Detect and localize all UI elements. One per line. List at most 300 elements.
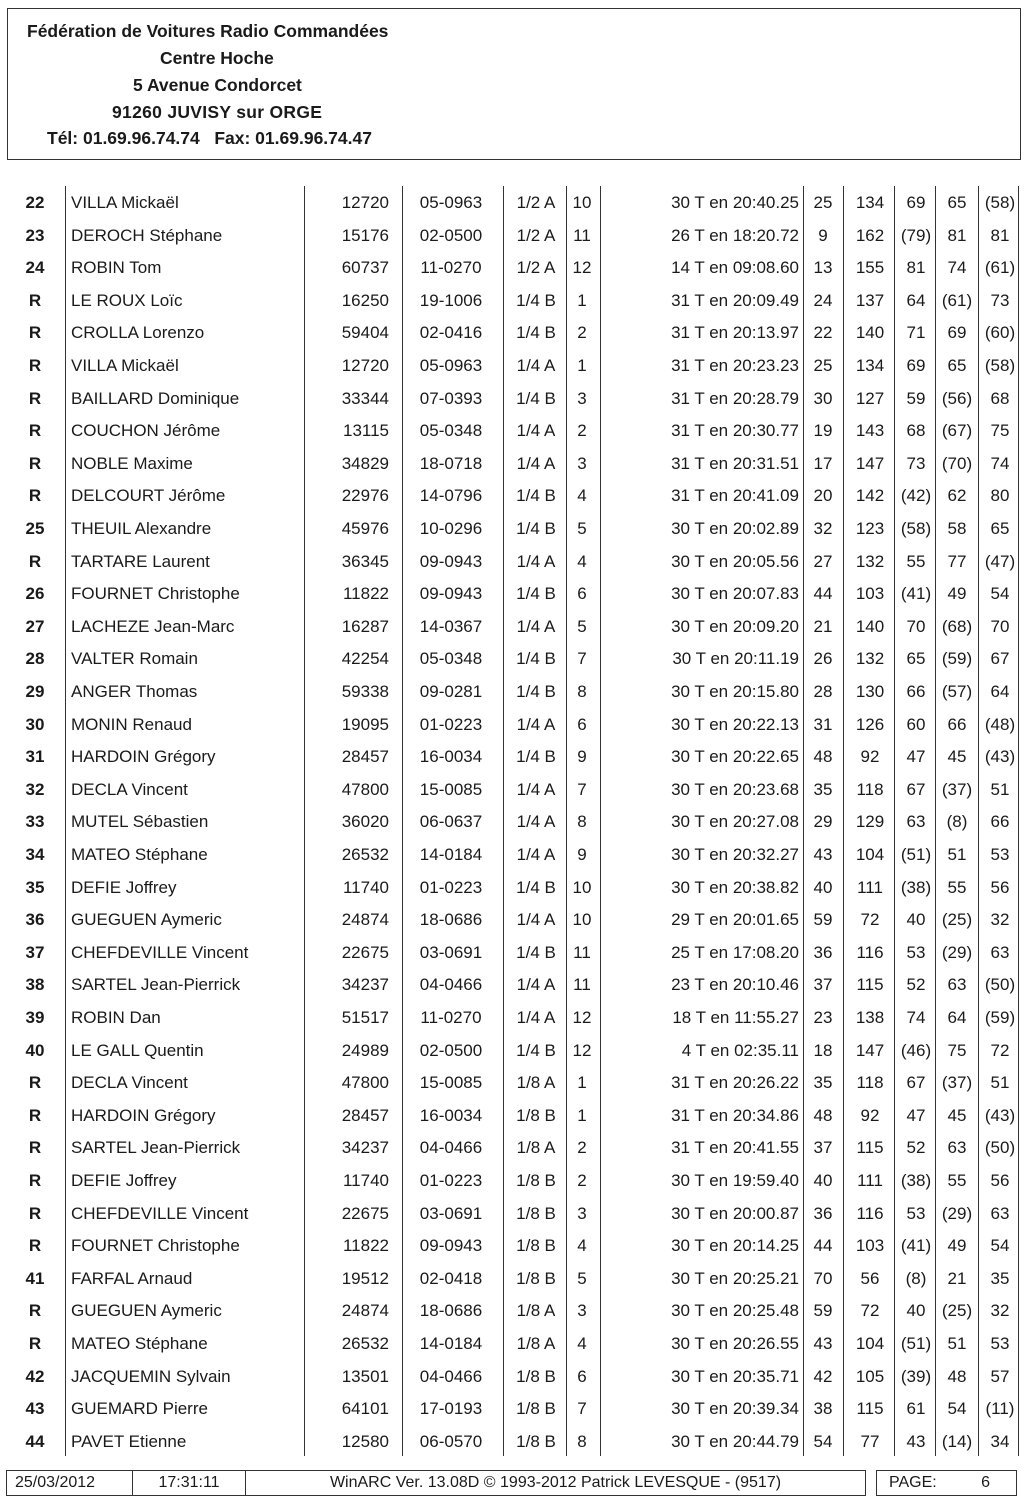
rank-cell: 27: [25, 616, 45, 636]
driver-number-cell: 59338: [341, 682, 389, 701]
driver-number-cell: 45976: [341, 519, 389, 538]
rank-cell: 29: [25, 682, 45, 701]
table-row: [7, 349, 1019, 382]
cell-c-cell: 73: [906, 453, 926, 473]
group-cell: 1/8 B: [516, 1236, 556, 1256]
license-cell: 05-0348: [419, 421, 483, 441]
driver-name-cell: COUCHON Jérôme: [71, 421, 221, 441]
group-cell: 1/8 A: [516, 1073, 556, 1093]
cell-d-cell: 63: [947, 975, 967, 995]
cell-c-cell: (38): [900, 1171, 932, 1190]
rank-cell: R: [28, 388, 42, 408]
cell-a-cell: 25: [813, 193, 833, 212]
cell-a-cell: 18: [813, 1040, 833, 1060]
license-cell: 05-0963: [419, 193, 483, 212]
cell-a-cell: 13: [813, 258, 833, 278]
group-position-cell: 2: [577, 323, 587, 343]
cell-e-cell: 32: [990, 1301, 1010, 1321]
group-position-cell: 11: [573, 942, 591, 962]
table-row: [7, 479, 1019, 512]
group-position-cell: 7: [577, 1399, 587, 1419]
rank-cell: 23: [25, 225, 45, 245]
driver-name-cell: BAILLARD Dominique: [71, 388, 240, 408]
cell-c-cell: 47: [906, 1105, 926, 1125]
cell-d-cell: (14): [941, 1431, 973, 1451]
result-laps-time-cell: 31 T en 20:41.09: [671, 486, 799, 506]
driver-number-cell: 22675: [341, 942, 389, 962]
table-row: [7, 251, 1019, 284]
result-laps-time-cell: 30 T en 20:32.27: [671, 845, 799, 864]
cell-a-cell: 32: [813, 519, 833, 538]
cell-a-cell: 42: [813, 1366, 833, 1386]
driver-number-cell: 13501: [341, 1366, 389, 1386]
cell-a-cell: 59: [813, 910, 833, 930]
table-row: [7, 1229, 1019, 1262]
cell-a-cell: 44: [813, 584, 833, 604]
group-cell: 1/4 B: [516, 290, 556, 310]
group-cell: 1/8 B: [516, 1171, 556, 1190]
group-position-cell: 8: [577, 682, 587, 701]
table-row: [7, 512, 1019, 545]
rank-cell: 39: [25, 1008, 45, 1027]
cell-e-cell: 54: [990, 1236, 1010, 1256]
license-cell: 14-0184: [419, 1334, 483, 1353]
footer-page: [876, 1470, 1017, 1496]
cell-a-cell: 23: [813, 1008, 833, 1027]
driver-name-cell: VILLA Mickaël: [71, 356, 179, 375]
license-cell: 18-0686: [419, 910, 483, 930]
cell-a-cell: 44: [813, 1236, 833, 1256]
cell-b-cell: 147: [855, 453, 885, 473]
group-cell: 1/8 B: [516, 1105, 556, 1125]
cell-b-cell: 104: [855, 845, 885, 864]
group-position-cell: 5: [577, 1268, 587, 1288]
driver-name-cell: FARFAL Arnaud: [71, 1268, 193, 1288]
license-cell: 04-0466: [419, 975, 483, 995]
rank-cell: R: [28, 1138, 42, 1158]
cell-e-cell: 70: [990, 616, 1010, 636]
group-position-cell: 1: [577, 1105, 587, 1125]
driver-name-cell: GUEMARD Pierre: [71, 1399, 208, 1419]
cell-e-cell: 74: [990, 453, 1010, 473]
group-cell: 1/4 A: [516, 453, 556, 473]
group-position-cell: 3: [577, 388, 587, 408]
table-row: [7, 740, 1019, 773]
table-row: [7, 447, 1019, 480]
cell-a-cell: 25: [813, 356, 833, 375]
license-cell: 02-0500: [419, 1040, 483, 1060]
driver-name-cell: CROLLA Lorenzo: [71, 323, 205, 343]
result-laps-time-cell: 30 T en 20:22.13: [671, 714, 799, 734]
driver-name-cell: CHEFDEVILLE Vincent: [71, 942, 249, 962]
table-row: [7, 219, 1019, 252]
group-position-cell: 1: [577, 290, 587, 310]
result-laps-time-cell: 30 T en 20:27.08: [671, 812, 799, 832]
cell-a-cell: 35: [813, 779, 833, 799]
table-row: [7, 871, 1019, 904]
cell-c-cell: 40: [906, 1301, 926, 1321]
cell-a-cell: 31: [813, 714, 833, 734]
driver-name-cell: DEFIE Joffrey: [71, 1171, 177, 1190]
group-cell: 1/4 B: [516, 877, 556, 897]
driver-name-cell: HARDOIN Grégory: [71, 747, 216, 767]
cell-a-cell: 29: [813, 812, 833, 832]
cell-c-cell: 40: [906, 910, 926, 930]
table-row: [7, 1262, 1019, 1295]
group-position-cell: 9: [577, 845, 587, 864]
rank-cell: 35: [25, 877, 45, 897]
cell-d-cell: (67): [941, 421, 973, 441]
driver-number-cell: 22976: [341, 486, 389, 506]
rank-cell: R: [28, 323, 42, 343]
rank-cell: 26: [25, 584, 45, 604]
cell-c-cell: 53: [906, 942, 926, 962]
driver-number-cell: 28457: [341, 1105, 389, 1125]
group-position-cell: 4: [577, 486, 587, 506]
table-row: [7, 903, 1019, 936]
result-laps-time-cell: 31 T en 20:31.51: [671, 453, 799, 473]
result-laps-time-cell: 31 T en 20:30.77: [671, 421, 799, 441]
cell-a-cell: 24: [813, 290, 833, 310]
cell-e-cell: 63: [990, 942, 1010, 962]
driver-name-cell: MATEO Stéphane: [71, 845, 208, 864]
group-cell: 1/4 A: [516, 1008, 556, 1027]
rank-cell: R: [28, 1334, 42, 1353]
result-laps-time-cell: 31 T en 20:41.55: [671, 1138, 799, 1158]
cell-d-cell: 21: [947, 1268, 967, 1288]
cell-e-cell: (48): [984, 714, 1016, 734]
group-cell: 1/4 B: [516, 388, 556, 408]
cell-b-cell: 142: [855, 486, 885, 506]
cell-e-cell: (11): [985, 1399, 1015, 1419]
cell-d-cell: 54: [947, 1399, 967, 1419]
result-laps-time-cell: 30 T en 20:40.25: [671, 193, 799, 212]
cell-e-cell: 68: [990, 388, 1010, 408]
driver-name-cell: DECLA Vincent: [71, 1073, 188, 1093]
cell-d-cell: 81: [947, 225, 967, 245]
cell-b-cell: 132: [855, 649, 885, 669]
cell-d-cell: (25): [941, 910, 973, 930]
driver-name-cell: FOURNET Christophe: [71, 1236, 240, 1256]
driver-name-cell: VILLA Mickaël: [71, 193, 179, 212]
cell-b-cell: 140: [855, 323, 885, 343]
result-laps-time-cell: 30 T en 20:23.68: [671, 779, 799, 799]
cell-c-cell: 67: [906, 1073, 926, 1093]
license-cell: 15-0085: [419, 779, 483, 799]
result-laps-time-cell: 31 T en 20:26.22: [671, 1073, 799, 1093]
cell-c-cell: 60: [906, 714, 926, 734]
group-cell: 1/4 B: [516, 942, 556, 962]
license-cell: 09-0943: [419, 1236, 483, 1256]
driver-name-cell: GUEGUEN Aymeric: [71, 1301, 222, 1321]
cell-a-cell: 48: [813, 1105, 833, 1125]
result-laps-time-cell: 29 T en 20:01.65: [671, 910, 799, 930]
driver-number-cell: 64101: [341, 1399, 389, 1419]
cell-e-cell: 56: [990, 877, 1010, 897]
table-row: [7, 1392, 1019, 1425]
cell-b-cell: 140: [855, 616, 885, 636]
group-cell: 1/4 B: [516, 649, 556, 669]
driver-name-cell: SARTEL Jean-Pierrick: [71, 975, 241, 995]
center-name: Centre Hoche: [160, 48, 274, 68]
driver-number-cell: 11740: [342, 1171, 389, 1190]
group-cell: 1/2 A: [516, 225, 556, 245]
cell-b-cell: 92: [860, 747, 880, 767]
driver-number-cell: 12580: [341, 1431, 389, 1451]
cell-b-cell: 138: [855, 1008, 885, 1027]
result-laps-time-cell: 31 T en 20:23.23: [671, 356, 799, 375]
cell-c-cell: 74: [906, 1008, 926, 1027]
driver-name-cell: FOURNET Christophe: [71, 584, 240, 604]
cell-d-cell: (61): [941, 290, 973, 310]
cell-b-cell: 118: [856, 1073, 884, 1093]
cell-e-cell: 65: [990, 519, 1010, 538]
cell-c-cell: (42): [900, 486, 932, 506]
group-position-cell: 6: [577, 714, 587, 734]
driver-name-cell: DEROCH Stéphane: [71, 225, 223, 245]
cell-c-cell: 81: [906, 258, 926, 278]
group-position-cell: 10: [572, 877, 592, 897]
group-position-cell: 4: [577, 1334, 587, 1353]
cell-a-cell: 17: [813, 453, 833, 473]
cell-b-cell: 126: [855, 714, 885, 734]
cell-b-cell: 111: [857, 877, 883, 897]
cell-a-cell: 37: [813, 975, 833, 995]
driver-name-cell: NOBLE Maxime: [71, 453, 193, 473]
cell-d-cell: (57): [941, 682, 973, 701]
cell-b-cell: 127: [855, 388, 885, 408]
cell-c-cell: (8): [905, 1268, 927, 1288]
group-position-cell: 8: [577, 812, 587, 832]
result-laps-time-cell: 30 T en 20:09.20: [671, 616, 799, 636]
cell-e-cell: 73: [990, 290, 1010, 310]
cell-c-cell: (39): [900, 1366, 932, 1386]
group-position-cell: 12: [572, 258, 592, 278]
driver-number-cell: 47800: [341, 1073, 389, 1093]
table-row: [7, 1001, 1019, 1034]
cell-c-cell: 59: [906, 388, 926, 408]
driver-name-cell: MUTEL Sébastien: [71, 812, 209, 832]
group-cell: 1/4 B: [516, 682, 556, 701]
group-position-cell: 5: [577, 616, 587, 636]
cell-b-cell: 104: [855, 1334, 885, 1353]
cell-b-cell: 116: [856, 1203, 884, 1223]
table-row: [7, 577, 1019, 610]
group-position-cell: 3: [577, 1301, 587, 1321]
driver-number-cell: 34829: [341, 453, 389, 473]
license-cell: 03-0691: [419, 942, 483, 962]
cell-a-cell: 43: [813, 845, 833, 864]
group-position-cell: 4: [577, 1236, 587, 1256]
group-position-cell: 2: [577, 1171, 587, 1190]
driver-name-cell: LE GALL Quentin: [71, 1040, 204, 1060]
driver-number-cell: 12720: [341, 356, 389, 375]
license-cell: 18-0718: [419, 453, 483, 473]
driver-number-cell: 26532: [341, 845, 389, 864]
cell-b-cell: 147: [855, 1040, 885, 1060]
cell-c-cell: 64: [906, 290, 926, 310]
driver-number-cell: 16250: [341, 290, 389, 310]
cell-e-cell: (43): [984, 1105, 1016, 1125]
cell-c-cell: 69: [906, 193, 926, 212]
rank-cell: 40: [25, 1040, 45, 1060]
cell-a-cell: 20: [813, 486, 833, 506]
cell-d-cell: (8): [946, 812, 968, 832]
group-cell: 1/4 A: [516, 551, 556, 571]
cell-e-cell: 63: [990, 1203, 1010, 1223]
page-label: PAGE:: [889, 1474, 937, 1491]
cell-b-cell: 72: [860, 910, 880, 930]
cell-d-cell: 63: [947, 1138, 967, 1158]
table-row: [7, 1197, 1019, 1230]
license-cell: 03-0691: [419, 1203, 483, 1223]
rank-cell: 36: [25, 910, 45, 930]
rank-cell: 42: [25, 1366, 45, 1386]
cell-c-cell: (58): [900, 519, 932, 538]
result-laps-time-cell: 30 T en 20:25.48: [671, 1301, 799, 1321]
cell-c-cell: (38): [900, 877, 932, 897]
license-cell: 05-0348: [419, 649, 483, 669]
driver-name-cell: HARDOIN Grégory: [71, 1105, 216, 1125]
result-laps-time-cell: 30 T en 20:14.25: [671, 1236, 799, 1256]
driver-name-cell: CHEFDEVILLE Vincent: [71, 1203, 249, 1223]
cell-a-cell: 43: [813, 1334, 833, 1353]
cell-e-cell: 53: [990, 845, 1010, 864]
cell-a-cell: 37: [813, 1138, 833, 1158]
rank-cell: R: [28, 1301, 42, 1321]
cell-e-cell: (47): [984, 551, 1016, 571]
cell-a-cell: 28: [813, 682, 833, 701]
driver-number-cell: 36345: [341, 551, 389, 571]
cell-d-cell: 62: [947, 486, 967, 506]
cell-b-cell: 103: [855, 1236, 885, 1256]
result-laps-time-cell: 30 T en 20:26.55: [671, 1334, 799, 1353]
cell-b-cell: 103: [855, 584, 885, 604]
cell-b-cell: 115: [856, 1138, 884, 1158]
footer-software-text: WinARC Ver. 13.08D © 1993-2012 Patrick LEVESQUE - (9517): [329, 1474, 782, 1491]
driver-name-cell: JACQUEMIN Sylvain: [71, 1366, 231, 1386]
group-position-cell: 6: [577, 1366, 587, 1386]
license-cell: 05-0963: [419, 356, 483, 375]
table-row: [7, 1425, 1019, 1458]
cell-d-cell: (29): [941, 1203, 973, 1223]
cell-d-cell: 58: [947, 519, 967, 538]
driver-number-cell: 19095: [341, 714, 389, 734]
result-laps-time-cell: 30 T en 20:11.19: [672, 649, 799, 669]
table-row: [7, 414, 1019, 447]
license-cell: 11-0270: [420, 1008, 482, 1027]
cell-e-cell: (50): [984, 975, 1016, 995]
license-cell: 04-0466: [419, 1138, 483, 1158]
driver-number-cell: 11822: [342, 1236, 389, 1256]
group-cell: 1/4 B: [516, 519, 556, 538]
license-cell: 01-0223: [419, 714, 483, 734]
cell-c-cell: (41): [900, 1236, 932, 1256]
group-cell: 1/8 B: [516, 1399, 556, 1419]
driver-name-cell: DECLA Vincent: [71, 779, 188, 799]
cell-a-cell: 9: [818, 225, 828, 245]
license-cell: 09-0281: [419, 682, 483, 701]
cell-e-cell: 34: [990, 1431, 1010, 1451]
cell-b-cell: 56: [860, 1268, 880, 1288]
cell-c-cell: 68: [906, 421, 926, 441]
table-row: [7, 1099, 1019, 1132]
result-laps-time-cell: 30 T en 20:44.79: [671, 1431, 799, 1451]
cell-e-cell: (61): [984, 258, 1016, 278]
rank-cell: 44: [25, 1431, 45, 1451]
result-laps-time-cell: 30 T en 20:02.89: [671, 519, 799, 538]
cell-a-cell: 26: [813, 649, 833, 669]
result-laps-time-cell: 30 T en 20:15.80: [671, 682, 799, 701]
group-cell: 1/4 B: [516, 486, 556, 506]
cell-b-cell: 115: [856, 1399, 884, 1419]
table-row: [7, 1034, 1019, 1067]
driver-number-cell: 19512: [341, 1268, 389, 1288]
table-row: [7, 838, 1019, 871]
cell-d-cell: 65: [947, 356, 967, 375]
result-laps-time-cell: 30 T en 20:25.21: [671, 1268, 799, 1288]
driver-number-cell: 11822: [342, 584, 389, 604]
cell-e-cell: 32: [990, 910, 1010, 930]
rank-cell: 37: [25, 942, 45, 962]
license-cell: 09-0943: [419, 551, 483, 571]
cell-e-cell: 51: [990, 1073, 1010, 1093]
group-cell: 1/8 B: [516, 1431, 556, 1451]
cell-e-cell: 51: [990, 779, 1010, 799]
footer-date-text: 25/03/2012: [15, 1474, 96, 1491]
cell-e-cell: 72: [990, 1040, 1010, 1060]
license-cell: 10-0296: [419, 519, 483, 538]
driver-name-cell: DELCOURT Jérôme: [71, 486, 226, 506]
license-cell: 06-0637: [419, 812, 483, 832]
rank-cell: 43: [25, 1399, 45, 1419]
license-cell: 09-0943: [419, 584, 483, 604]
cell-d-cell: 55: [947, 877, 967, 897]
cell-a-cell: 36: [813, 1203, 833, 1223]
driver-name-cell: DEFIE Joffrey: [71, 877, 177, 897]
license-cell: 11-0270: [420, 258, 482, 278]
federation-header: [7, 8, 1021, 160]
driver-name-cell: ANGER Thomas: [71, 682, 198, 701]
cell-b-cell: 111: [857, 1171, 883, 1190]
cell-d-cell: 51: [947, 1334, 967, 1353]
result-laps-time-cell: 31 T en 20:13.97: [671, 323, 799, 343]
cell-a-cell: 30: [813, 388, 833, 408]
group-cell: 1/2 A: [516, 193, 556, 212]
rank-cell: R: [28, 1203, 42, 1223]
driver-number-cell: 24989: [341, 1040, 389, 1060]
license-cell: 02-0500: [419, 225, 483, 245]
rank-cell: R: [28, 1171, 42, 1190]
cell-b-cell: 92: [860, 1105, 880, 1125]
cell-a-cell: 59: [813, 1301, 833, 1321]
group-cell: 1/8 B: [516, 1268, 556, 1288]
cell-d-cell: (70): [941, 453, 973, 473]
group-cell: 1/4 A: [516, 356, 556, 375]
rank-cell: R: [28, 486, 42, 506]
cell-d-cell: 69: [947, 323, 967, 343]
cell-d-cell: (37): [941, 1073, 973, 1093]
rank-cell: R: [28, 290, 42, 310]
footer-date: [6, 1470, 133, 1496]
rank-cell: R: [28, 551, 42, 571]
group-position-cell: 4: [577, 551, 587, 571]
cell-b-cell: 105: [855, 1366, 885, 1386]
cell-a-cell: 70: [813, 1268, 833, 1288]
cell-e-cell: 54: [990, 584, 1010, 604]
table-row: [7, 773, 1019, 806]
cell-b-cell: 143: [855, 421, 885, 441]
